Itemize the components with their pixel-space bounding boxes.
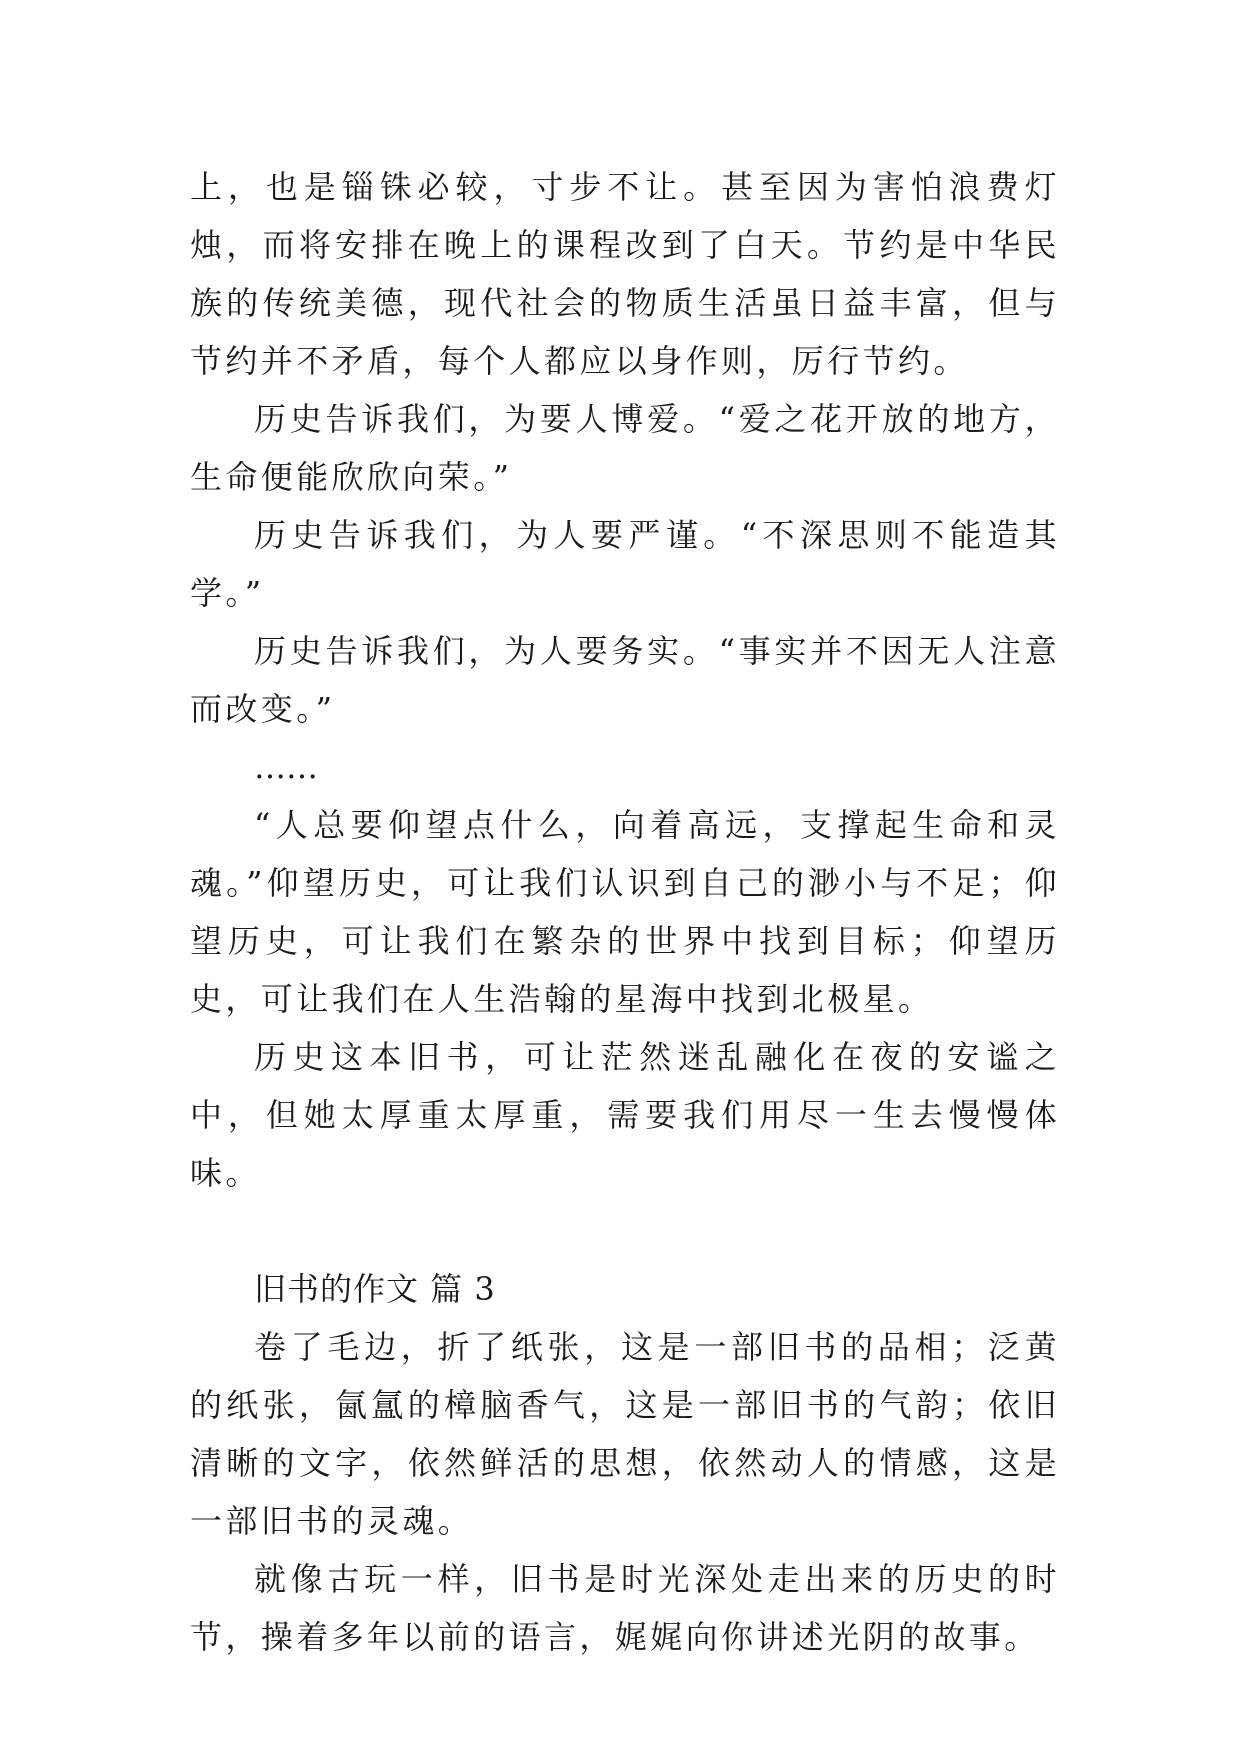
paragraph: 历史告诉我们，为人要务实。“事实并不因无人注意而改变。” bbox=[190, 632, 1060, 728]
document-body bbox=[190, 158, 1060, 1666]
section-heading: 旧书的作文 篇 3 bbox=[254, 1270, 496, 1308]
paragraph: “人总要仰望点什么，向着高远，支撑起生命和灵魂。”仰望历史，可让我们认识到自己的渺小与不足；仰望历史，可让我们在繁杂的世界中找到目标；仰望历史，可让我们在人生浩翰的星海中找到北极星。 bbox=[190, 806, 1060, 1018]
paragraph: 历史告诉我们，为要人博爱。“爱之花开放的地方，生命便能欣欣向荣。” bbox=[190, 400, 1060, 496]
ellipsis-line: …… bbox=[254, 748, 318, 786]
paragraph: 历史这本旧书，可让茫然迷乱融化在夜的安谧之中，但她太厚重太厚重，需要我们用尽一生去慢慢体味。 bbox=[190, 1038, 1060, 1192]
paragraph: 上，也是锱铢必较，寸步不让。甚至因为害怕浪费灯烛，而将安排在晚上的课程改到了白天。节约是中华民族的传统美德，现代社会的物质生活虽日益丰富，但与节约并不矛盾，每个人都应以身作则，厉行节约。 bbox=[190, 168, 1060, 380]
paragraph: 就像古玩一样，旧书是时光深处走出来的历史的时节，操着多年以前的语言，娓娓向你讲述光阴的故事。 bbox=[190, 1560, 1060, 1656]
paragraph: 卷了毛边，折了纸张，这是一部旧书的品相；泛黄的纸张，氤氲的樟脑香气，这是一部旧书的气韵；依旧清晰的文字，依然鲜活的思想，依然动人的情感，这是一部旧书的灵魂。 bbox=[190, 1328, 1060, 1540]
section-spacer bbox=[190, 1202, 1060, 1260]
paragraph: 历史告诉我们，为人要严谨。“不深思则不能造其学。” bbox=[190, 516, 1060, 612]
